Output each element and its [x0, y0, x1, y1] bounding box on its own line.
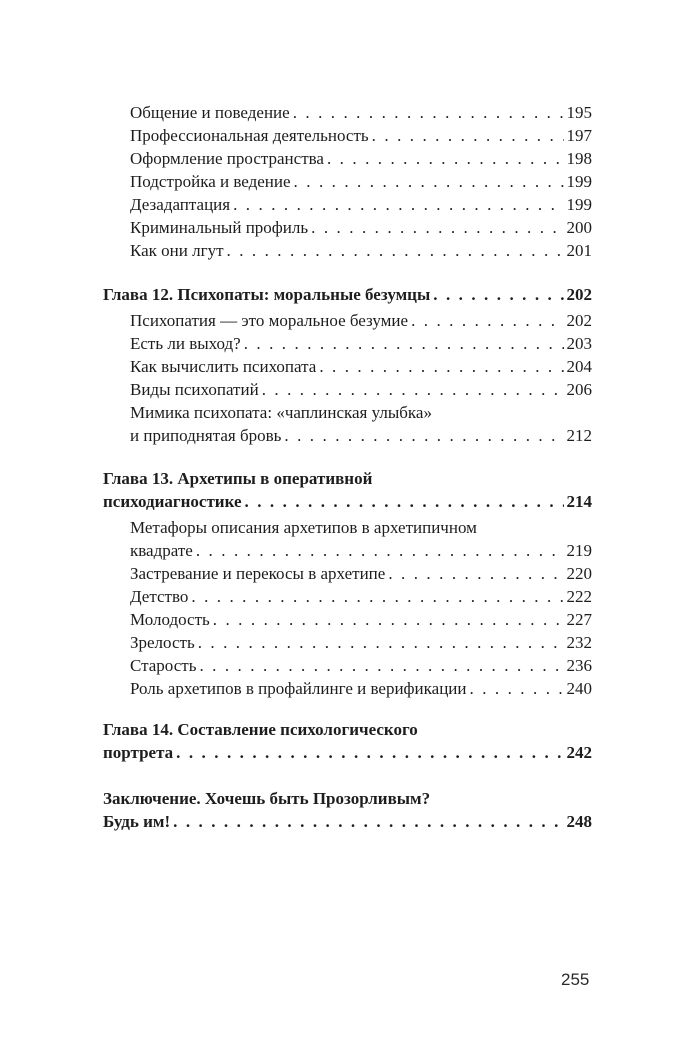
toc-entry [130, 679, 592, 699]
toc-entry [130, 380, 592, 400]
toc-entry [130, 656, 592, 676]
leader-dots [199, 656, 563, 676]
toc-entry [130, 218, 592, 238]
toc-entry-page: 201 [566, 241, 592, 260]
toc-chapter [103, 492, 592, 512]
toc-entry [130, 241, 592, 261]
leader-dots [244, 334, 564, 354]
toc-chapter [103, 812, 592, 832]
toc-entry-page: 232 [566, 633, 592, 652]
toc-entry-page: 227 [566, 610, 592, 629]
leader-dots [411, 311, 563, 331]
toc-entry-page: 219 [566, 541, 592, 560]
leader-dots [213, 610, 564, 630]
leader-dots [470, 679, 564, 699]
toc-entry-title: Профессиональная деятельность [130, 126, 369, 145]
toc-entry-title: Как они лгут [130, 241, 224, 260]
toc-chapter-title-line1: Заключение. Хочешь быть Прозорливым? [103, 789, 431, 808]
toc-entry-title: квадрате [130, 541, 193, 560]
toc-entry [130, 564, 592, 584]
leader-dots [176, 743, 563, 763]
leader-dots [293, 103, 564, 123]
leader-dots [196, 541, 564, 561]
toc-entry-page: 198 [566, 149, 592, 168]
leader-dots [262, 380, 564, 400]
toc-chapter-title: Будь им! [103, 812, 171, 831]
toc-entry-page: 222 [566, 587, 592, 606]
page-number: 255 [561, 970, 590, 989]
toc-entry [130, 334, 592, 354]
toc-entry-page: 199 [566, 195, 592, 214]
toc-entry-title: Виды психопатий [130, 380, 259, 399]
leader-dots [311, 218, 563, 238]
toc-chapter [103, 743, 592, 763]
leader-dots [284, 426, 563, 446]
toc-entry-title: Общение и поведение [130, 103, 290, 122]
toc-entry [130, 357, 592, 377]
toc-entry [130, 311, 592, 331]
toc-entry-title: и приподнятая бровь [130, 426, 282, 445]
leader-dots [227, 241, 564, 261]
toc-entry-title: Зрелость [130, 633, 195, 652]
leader-dots [198, 633, 564, 653]
leader-dots [191, 587, 563, 607]
toc-entry-title: Молодость [130, 610, 210, 629]
toc-entry-page: 199 [566, 172, 592, 191]
toc-chapter-title: Глава 12. Психопаты: моральные безумцы [103, 285, 431, 304]
leader-dots [388, 564, 563, 584]
toc-entry-title: Криминальный профиль [130, 218, 309, 237]
toc-entry-page: 212 [566, 426, 592, 445]
toc-chapter-title: портрета [103, 743, 174, 762]
toc-entry-page: 197 [566, 126, 592, 145]
toc-entry-page: 240 [566, 679, 592, 698]
toc-entry-title: Оформление пространства [130, 149, 324, 168]
toc-entry-title-line1: Метафоры описания архетипов в архетипичном [130, 518, 477, 537]
toc-entry-page: 202 [566, 311, 592, 330]
leader-dots [433, 285, 563, 305]
leader-dots [233, 195, 563, 215]
leader-dots [372, 126, 564, 146]
toc-entry-page: 200 [566, 218, 592, 237]
toc-chapter-page: 248 [566, 812, 592, 831]
toc-entry [130, 426, 592, 446]
toc-entry-title: Психопатия — это моральное безумие [130, 311, 409, 330]
toc-entry-title: Роль архетипов в профайлинге и верификации [130, 679, 467, 698]
toc-entry-page: 236 [566, 656, 592, 675]
leader-dots [327, 149, 564, 169]
toc-entry-title: Детство [130, 587, 189, 606]
leader-dots [245, 492, 564, 512]
toc-entry [130, 103, 592, 123]
toc-entry-title: Дезадаптация [130, 195, 231, 214]
toc-chapter-title-line1: Глава 14. Составление психологического [103, 720, 418, 739]
toc-chapter-page: 242 [566, 743, 592, 762]
toc-chapter [103, 285, 592, 305]
toc-entry-title: Застревание и перекосы в архетипе [130, 564, 386, 583]
toc-entry-title: Подстройка и ведение [130, 172, 291, 191]
leader-dots [173, 812, 563, 832]
toc-entry-page: 204 [566, 357, 592, 376]
leader-dots [294, 172, 564, 192]
toc-entry-title: Как вычислить психопата [130, 357, 317, 376]
toc-entry [130, 587, 592, 607]
toc-chapter-page: 214 [566, 492, 592, 511]
toc-entry-title-line1: Мимика психопата: «чаплинская улыбка» [130, 403, 432, 422]
leader-dots [319, 357, 563, 377]
toc-entry [130, 172, 592, 192]
toc-entry-title: Есть ли выход? [130, 334, 241, 353]
toc-entry-page: 220 [566, 564, 592, 583]
toc-entry [130, 126, 592, 146]
toc-chapter-title-line1: Глава 13. Архетипы в оперативной [103, 469, 373, 488]
toc-entry [130, 610, 592, 630]
toc-entry [130, 541, 592, 561]
toc-entry [130, 633, 592, 653]
toc-chapter-page: 202 [566, 285, 592, 304]
toc-chapter-title: психодиагностике [103, 492, 242, 511]
toc-entry [130, 195, 592, 215]
toc-entry-page: 206 [566, 380, 592, 399]
toc-entry-page: 203 [566, 334, 592, 353]
toc-entry-title: Старость [130, 656, 197, 675]
toc-entry-page: 195 [566, 103, 592, 122]
toc-entry [130, 149, 592, 169]
